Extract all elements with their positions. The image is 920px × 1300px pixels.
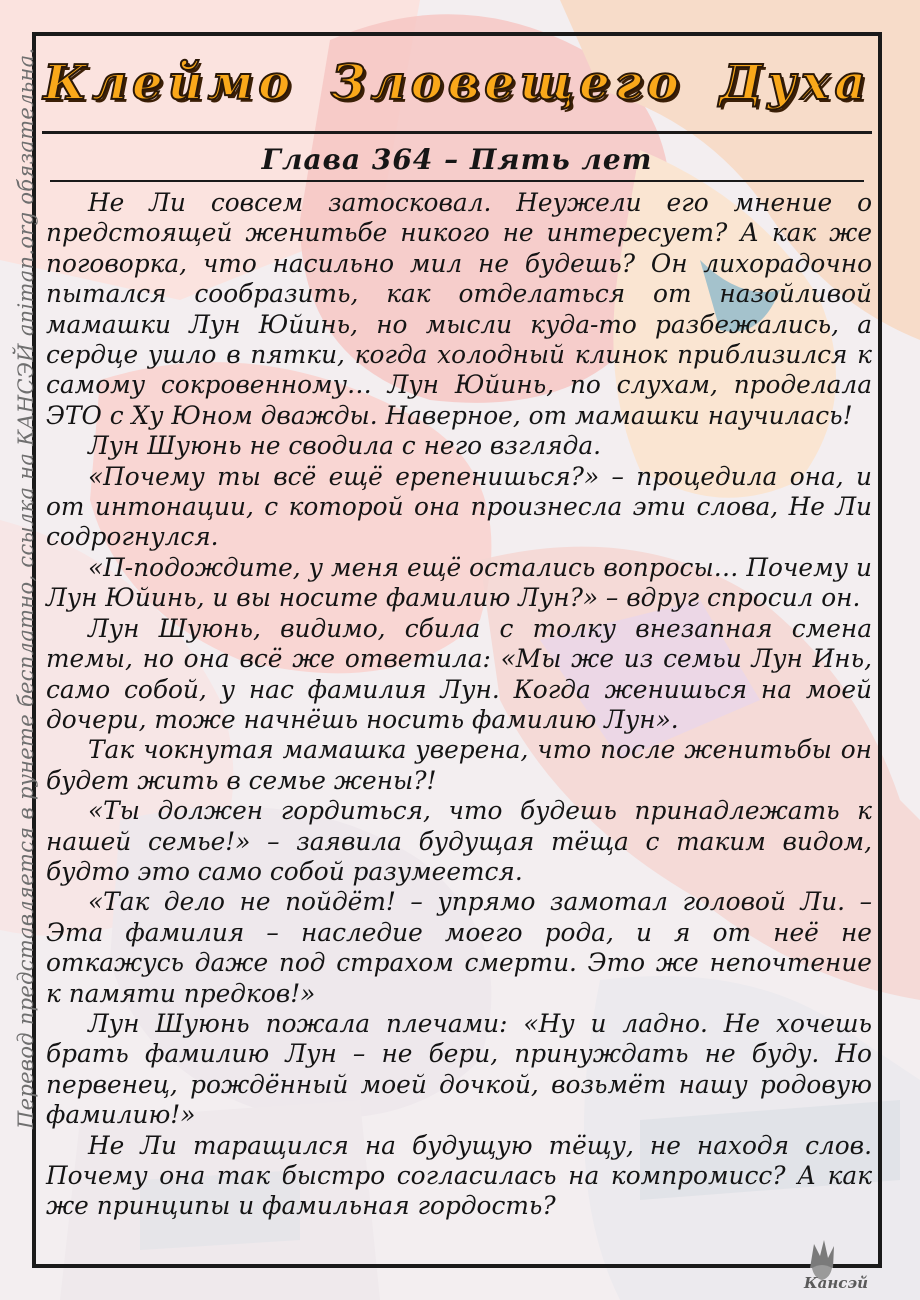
paragraph: «Ты должен гордиться, что будешь принадлежать к нашей семье!» – заявила будущая тёща с таким видом, будто это само собой разумеется. <box>46 796 872 886</box>
paragraph: Лун Шуюнь пожала плечами: «Ну и ладно. Не хочешь брать фамилию Лун – не бери, принуждать не буду. Но первенец, рождённый моей дочкой, возьмёт нашу родовую фамилию!» <box>46 1008 872 1130</box>
paragraph: «Почему ты всё ещё ерепенишься?» – процедила она, и от интонации, с которой она произнесла эти слова, Не Ли содрогнулся. <box>46 461 872 552</box>
paragraph: Лун Шуюнь, видимо, сбила с толку внезапная смена темы, но она всё же ответила: «Мы же из семьи Лун Инь, само собой, у нас фамилия Лун. Когда женишься на моей дочери, тоже начнёшь носить фамилию Лун». <box>46 613 872 734</box>
logo-text: Кансэй <box>803 1274 869 1292</box>
paragraph: «П-подождите, у меня ещё остались вопросы… Почему и Лун Юйинь, и вы носите фамилию Лун?» – вдруг спросил он. <box>46 552 872 613</box>
chapter-divider <box>50 180 864 182</box>
paragraph: Так чокнутая мамашка уверена, что после женитьбы он будет жить в семье жены?! <box>46 735 872 795</box>
side-note <box>0 0 38 1300</box>
paragraph: «Так дело не пойдёт! – упрямо замотал головой Ли. – Эта фамилия – наследие моего рода, и я от неё не откажусь даже под страхом смерти. Это же непочтение к памяти предков!» <box>46 887 872 1008</box>
story-text <box>46 188 872 1222</box>
paragraph: Лун Шуюнь не сводила с него взгляда. <box>88 431 601 461</box>
title-divider <box>42 131 872 134</box>
paragraph: Не Ли совсем затосковал. Неужели его мнение о предстоящей женитьбе никого не интересует? А как же поговорка, что насильно мил не будешь? Он лихорадочно пытался сообразить, как отделаться от назойливой мамашки Лун Юйинь, но мысли куда-то разбежались, а сердце ушло в пятки, когда холодный клинок приблизился к самому сокровенному… Лун Юйинь, по слухам, проделала ЭТО с Ху Юном дважды. Наверное, от мамашки научилась! <box>46 188 872 430</box>
text-frame <box>32 32 882 1268</box>
page-title: Клеймо Зловещего Духа <box>43 55 871 111</box>
paragraph: Не Ли таращился на будущую тёщу, не находя слов. Почему она так быстро согласилась на компромисс? А как же принципы и фамильная гордость? <box>46 1130 872 1221</box>
kansei-logo <box>800 1238 870 1294</box>
chapter-heading: Глава 364 – Пять лет <box>261 143 653 176</box>
side-note-text: Перевод представляется в рунете бесплатно, ссылка на КАНСЭЙ animan.org обязательна. <box>14 47 38 1129</box>
